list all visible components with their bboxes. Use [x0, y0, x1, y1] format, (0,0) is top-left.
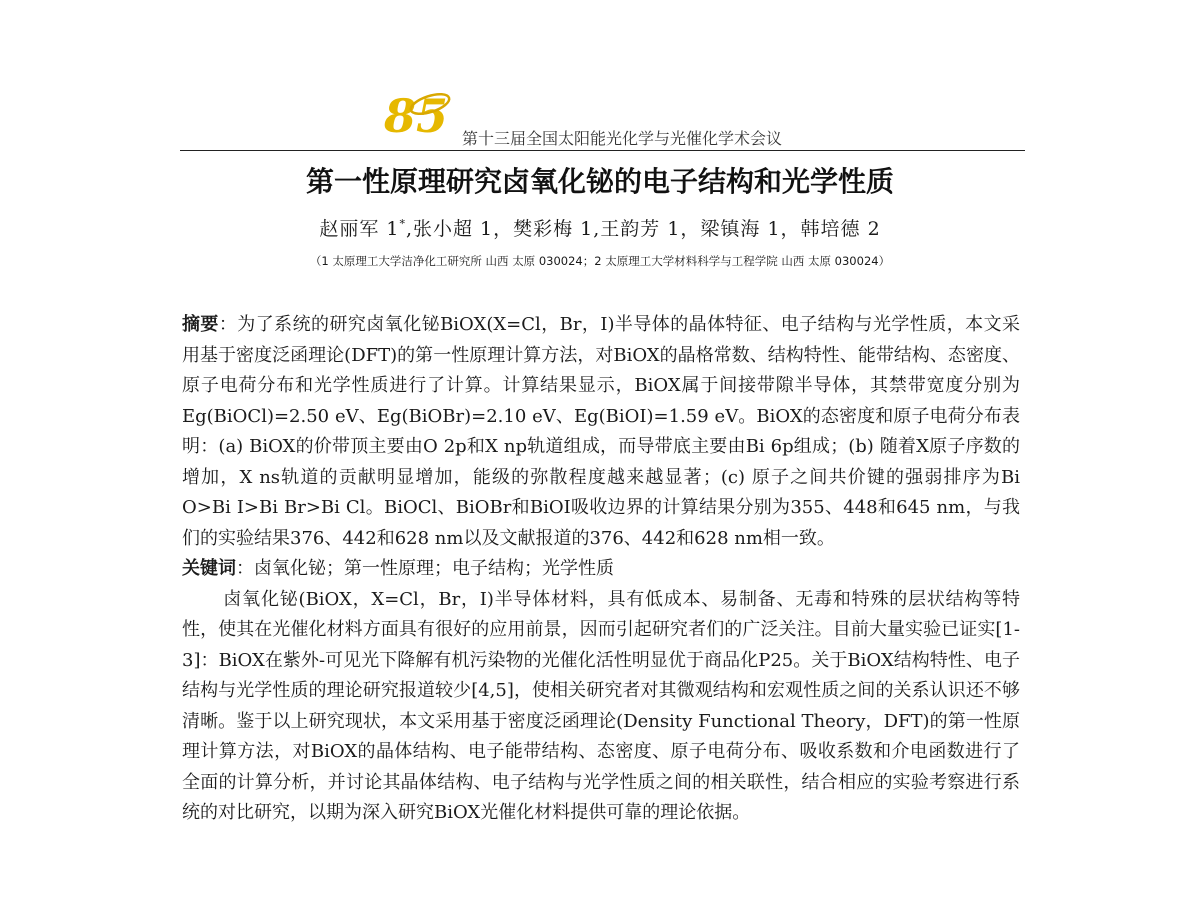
- conference-name: 第十三届全国太阳能光化学与光催化学术会议: [462, 129, 783, 148]
- abstract-text: ：为了系统的研究卤氧化铋BiOX(X=Cl，Br，I)半导体的晶体特征、电子结构与光学性质，本文采用基于密度泛函理论(DFT)的第一性原理计算方法，对BiOX的晶格常数、结构特性、能带结构、态密度、原子电荷分布和光学性质进行了计算。计算结果显示，BiOX属于间接带隙半导体，其禁带宽度分别为Eg(BiOCl)=2.50 eV、Eg(BiOBr)=2.10 eV、Eg(BiOI)=1.59 eV。BiOX的态密度和原子电荷分布表明：(a) BiOX的价带顶主要由O 2p和X np轨道组成，而导带底主要由Bi 6p组成；(b) 随着X原子序数的增加，X ns轨道的贡献明显增加，能级的弥散程度越来越显著；(c) 原子之间共价键的强弱排序为Bi O>Bi I>Bi Br>Bi Cl。BiOCl、BiOBr和BiOI吸收边界的计算结果分别为355、448和645 nm，与我们的实验结果376、442和628 nm以及文献报道的376、442和628 nm相一致。: [182, 314, 1020, 549]
- abstract-label: 摘要: [182, 314, 219, 335]
- keywords-text: ：卤氧化铋；第一性原理；电子结构；光学性质: [236, 558, 614, 579]
- abstract-paragraph: [182, 310, 1020, 554]
- logo-number: 85: [384, 89, 449, 142]
- paper-title: 第一性原理研究卤氧化铋的电子结构和光学性质: [305, 165, 894, 198]
- author-first: 赵丽军 1: [319, 218, 400, 240]
- conference-logo: [378, 86, 458, 142]
- author-list: [0, 214, 1200, 241]
- corresponding-mark: *: [399, 217, 406, 231]
- author-rest: ,张小超 1，樊彩梅 1,王韵芳 1，梁镇海 1，韩培德 2: [405, 218, 881, 240]
- affiliations: （1 太原理工大学洁净化工研究所 山西 太原 030024；2 太原理工大学材料科学与工程学院 山西 太原 030024）: [309, 254, 891, 268]
- keywords-label: 关键词: [182, 558, 236, 579]
- header-rule: [180, 150, 1025, 151]
- introduction-paragraph: 卤氧化铋(BiOX，X=Cl，Br，I)半导体材料，具有低成本、易制备、无毒和特殊的层状结构等特性，使其在光催化材料方面具有很好的应用前景，因而引起研究者们的广泛关注。目前大量实验已证实[1-3]：BiOX在紫外-可见光下降解有机污染物的光催化活性明显优于商品化P25。关于BiOX结构特性、电子结构与光学性质的理论研究报道较少[4,5]，使相关研究者对其微观结构和宏观性质之间的关系认识还不够清晰。鉴于以上研究现状，本文采用基于密度泛函理论(Density Functional Theory，DFT)的第一性原理计算方法，对BiOX的晶体结构、电子能带结构、态密度、原子电荷分布、吸收系数和介电函数进行了全面的计算分析，并讨论其晶体结构、电子结构与光学性质之间的相关联性，结合相应的实验考察进行系统的对比研究，以期为深入研究BiOX光催化材料提供可靠的理论依据。: [182, 588, 1020, 823]
- keywords-paragraph: [182, 554, 1020, 585]
- paper-body: [182, 310, 1020, 829]
